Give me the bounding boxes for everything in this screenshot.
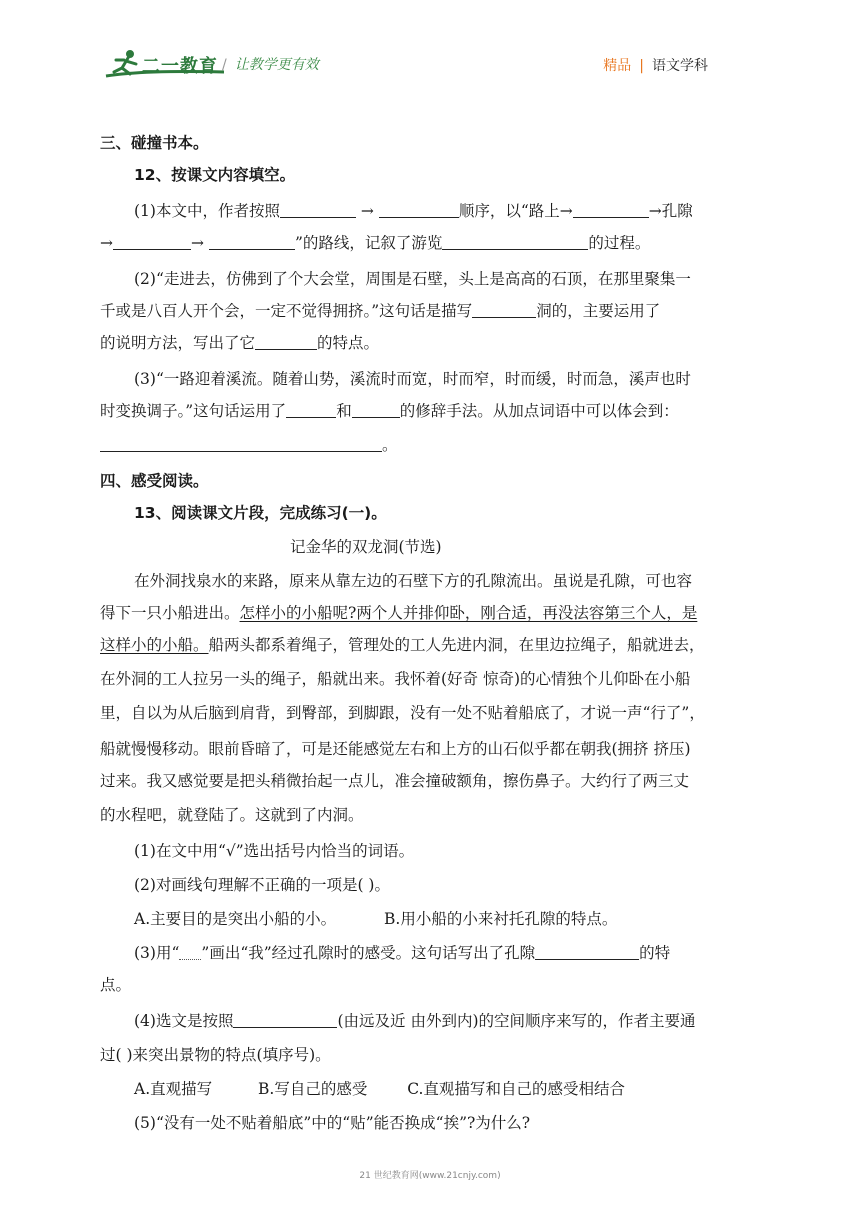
q13-5: (5)“没有一处不贴着船底”中的“贴”能否换成“挨”?为什么?: [134, 1114, 531, 1132]
wavy-line-icon: [179, 945, 201, 960]
passage-line: 在外洞找泉水的来路，原来从靠左边的石壁下方的孔隙流出。虽说是孔隙，可也容: [134, 572, 693, 590]
q12-1-line2: → → ”的路线，记叙了游览 的过程。: [100, 234, 651, 252]
q12-1-line1: (1)本文中，作者按照 → 顺序，以“路上→ →孔隙: [134, 202, 693, 220]
answer-blank[interactable]: [379, 201, 459, 218]
passage-line: 船就慢慢移动。眼前昏暗了，可是还能感觉左右和上方的山石似乎都在朝我(拥挤 挤压): [100, 740, 691, 758]
answer-blank[interactable]: [442, 233, 588, 250]
passage-line: 得下一只小船进出。怎样小的小船呢?两个人并排仰卧，刚合适，再没法容第三个人，是: [100, 604, 698, 622]
answer-blank[interactable]: [535, 943, 639, 960]
q13-2-options: [134, 908, 617, 930]
q13-4-line1: (4)选文是按照 (由远及近 由外到内)的空间顺序来写的，作者主要通: [134, 1012, 696, 1030]
answer-blank[interactable]: [280, 201, 356, 218]
q13-3-line2: 点。: [100, 976, 132, 994]
quality-tag: 精品: [603, 58, 632, 74]
page-header: [0, 0, 860, 100]
option-a[interactable]: A.主要目的是突出小船的小。: [134, 910, 337, 928]
answer-blank[interactable]: [472, 301, 536, 318]
answer-blank[interactable]: [255, 333, 317, 350]
q13-4-line2: 过( )来突出景物的特点(填序号)。: [100, 1046, 331, 1064]
q12-3-line2: 时变换调子。”这句话运用了 和 的修辞手法。从加点词语中可以体会到：: [100, 402, 679, 420]
passage-line: 的水程吧，就登陆了。这就到了内洞。: [100, 806, 364, 824]
answer-blank[interactable]: [209, 233, 295, 250]
q13-2: (2)对画线句理解不正确的一项是( )。: [134, 876, 390, 894]
section-3-title: 三、碰撞书本。: [100, 134, 209, 152]
section-4-title: 四、感受阅读。: [100, 472, 209, 490]
passage-line: 这样小的小船。船两头都系着绳子，管理处的工人先进内洞，在里边拉绳子，船就进去，: [100, 636, 705, 654]
option-b[interactable]: B.用小船的小来衬托孔隙的特点。: [384, 910, 618, 928]
underlined-sentence: 怎样小的小船呢?两个人并排仰卧，刚合适，再没法容第三个人，是: [239, 604, 698, 622]
q13-1: (1)在文中用“√”选出括号内恰当的词语。: [134, 842, 415, 860]
answer-blank[interactable]: [286, 401, 336, 418]
question-13-title: 13、阅读课文片段，完成练习(一)。: [134, 504, 387, 522]
q13-3-line1: (3)用“ ”画出“我”经过孔隙时的感受。这句话写出了孔隙 的特: [134, 944, 671, 962]
subject-tag: 语文学科: [652, 58, 708, 74]
option-a[interactable]: A.直观描写: [134, 1080, 213, 1098]
answer-blank[interactable]: [352, 401, 400, 418]
brand-name: 二一教育: [142, 56, 218, 77]
slogan-text: 让教学更有效: [234, 57, 319, 73]
underlined-sentence: 这样小的小船。: [100, 636, 209, 654]
answer-blank[interactable]: [233, 1011, 337, 1028]
q12-3-line1: (3)“一路迎着溪流。随着山势，溪流时而宽，时而窄，时而缓，时而急，溪声也时: [134, 370, 691, 388]
option-b[interactable]: B.写自己的感受: [258, 1080, 368, 1098]
passage-line: 过来。我又感觉要是把头稍微抬起一点儿，准会撞破额角，擦伤鼻子。大约行了两三丈: [100, 772, 690, 790]
option-c[interactable]: C.直观描写和自己的感受相结合: [407, 1080, 625, 1098]
answer-blank[interactable]: [100, 435, 382, 452]
footer-text: 21 世纪教育网(www.21cnjy.com): [359, 1171, 501, 1181]
q12-2-line1: (2)“走进去，仿佛到了个大会堂，周围是石壁，头上是高高的石顶，在那里聚集一: [134, 270, 691, 288]
q12-2-line2: 千或是八百人开个会，一定不觉得拥挤。”这句话是描写 洞的，主要运用了: [100, 302, 661, 320]
question-12-title: 12、按课文内容填空。: [134, 166, 296, 184]
q12-3-line3: 。: [100, 434, 398, 456]
answer-blank[interactable]: [113, 233, 191, 250]
passage-title: 记金华的双龙洞(节选): [290, 538, 442, 556]
passage-line: 在外洞的工人拉另一头的绳子，船就出来。我怀着(好奇 惊奇)的心情独个儿仰卧在小船: [100, 670, 691, 688]
passage-line: 里，自以为从后脑到肩背，到臀部，到脚跟，没有一处不贴着船底了，才说一声“行了”，: [100, 704, 705, 722]
header-tags: 精品 | 语文学科: [603, 58, 708, 74]
q12-2-line3: 的说明方法，写出了它 的特点。: [100, 334, 380, 352]
q13-4-options: [134, 1078, 625, 1100]
slogan: / 让教学更有效: [222, 57, 319, 73]
answer-blank[interactable]: [573, 201, 649, 218]
